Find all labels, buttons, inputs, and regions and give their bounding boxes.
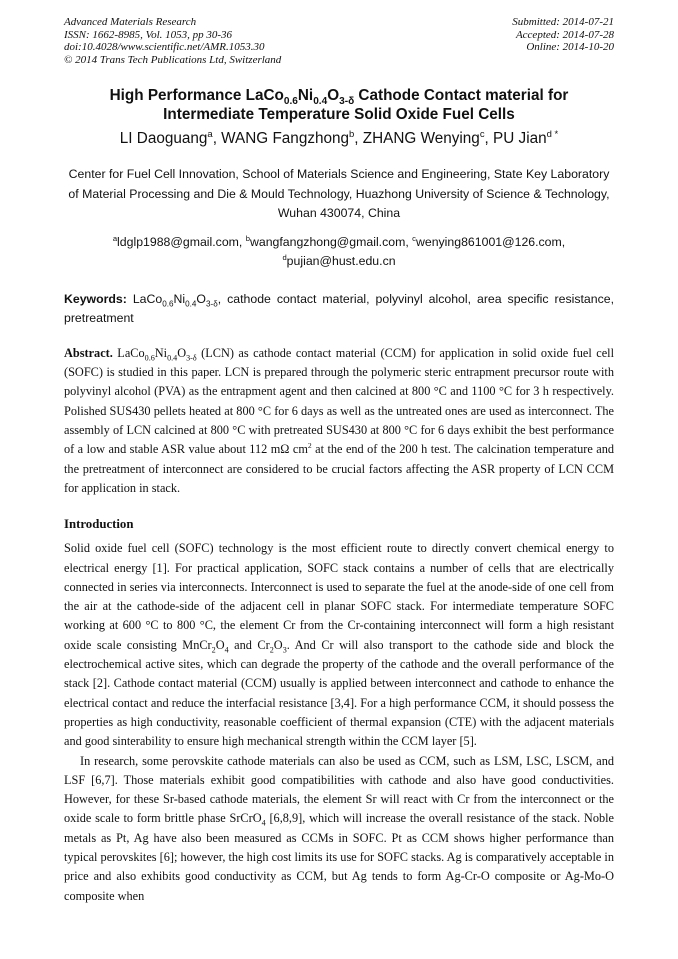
title-subscript: 3-δ [339,96,355,108]
author-mark: d * [546,129,559,141]
author-name: , ZHANG Wenying [354,130,480,148]
keyword-subscript: 0.4 [185,299,197,309]
author-name: , WANG Fangzhong [212,130,349,148]
date-submitted: Submitted: 2014-07-21 [512,16,614,28]
paragraph-subscript: 4 [261,818,266,828]
date-accepted: Accepted: 2014-07-28 [515,28,614,41]
paragraph-text: O [215,637,225,652]
introduction-paragraph-2 [64,752,614,906]
affiliation-line: Wuhan 430074, China [277,206,401,221]
abstract-text: (LCN) as cathode contact material (CCM) for application in solid oxide fuel cell (SOFC) is studied in this paper. LCN is prepared through the polymeric steric entrapment precursor route with polyvinyl alcohol (PVA) as the entrapment agent and then calcined at 800 °C and 1100 °C for 3 h respectively. Polished SUS430 pellets heated at 800 °C for 6 days as well as the untreated ones are used as interconnect. The assembly of LCN calcined at 800 °C with pretreated SUS430 at 800 °C for 6 days exhibit the best performance of a low and stable ASR value about 112 mΩ cm [64,345,614,457]
paragraph-text: and Cr [228,637,270,652]
author-mark: c [479,129,485,141]
title-line-2: Intermediate Temperature Solid Oxide Fuel Cells [163,106,515,124]
keyword-text: O [196,291,206,306]
author-emails [64,233,614,272]
author-mark: b [349,129,355,141]
email-address: wangfangzhong@gmail.com, [249,234,413,249]
journal-issn: ISSN: 1662-8985, Vol. 1053, pp 30-36 [64,28,233,41]
journal-info [64,16,281,66]
email-address: ldglp1988@gmail.com, [117,234,246,249]
title-subscript: 0.4 [313,96,328,108]
affiliation-line: of Material Processing and Die & Mould Technology, Huazhong University of Science & Technology, [68,186,610,201]
paragraph-subscript: 4 [224,645,229,655]
author-list [64,129,614,149]
keyword-text: Ni [173,291,186,306]
email-mark: a [112,233,118,243]
publication-dates [512,16,614,66]
keyword-subscript: 3-δ [206,299,218,309]
abstract-text: LaCo [112,345,145,360]
abstract-subscript: 0.6 [144,353,155,363]
abstract-text: O [177,345,187,360]
abstract-superscript: 2 [307,441,312,451]
paragraph-text: Solid oxide fuel cell (SOFC) technology is the most efficient route to directly convert chemical energy to electrical energy [1]. For practical application, SOFC stack contains a number of cells that are electrically connected in series via interconnects. Interconnect is used to separate the fuel at the anode-side of one cell from the air at the cathode-side of the adjacent cell in planar SOFC stack. For intermediate temperature SOFC working at 600 °C to 800 °C, the element Cr from the Cr-containing interconnect will form a high resistant oxide scale consisting MnCr [64,541,614,652]
title-text: High Performance LaCo [109,87,284,105]
abstract-text: at the end of the 200 h test. The calcination temperature and the pretreatment of interconnect are considered to be crucial factors affecting the ASR property of LCN CCM for application in stack. [64,442,614,495]
title-text: O [327,87,340,105]
author-name: LI Daoguang [119,130,208,148]
keyword-subscript: 0.6 [162,299,174,309]
author-name: , PU Jian [484,130,547,148]
journal-name: Advanced Materials Research [64,16,197,28]
affiliation-line: Center for Fuel Cell Innovation, School of Materials Science and Engineering, State Key Laboratory [68,167,610,182]
date-online: Online: 2014-10-20 [526,41,614,54]
keywords [64,290,614,328]
paragraph-subscript: 2 [269,645,274,655]
paragraph-text: [6,8,9], which will increase the overall resistance of the stack. Noble metals as Pt, Ag have also been measured as CCMs in SOFC. Pt as CCM shows higher performance than typical perovskites [6]; however, the high cost limits its use for SOFC stacks. Ag is comparatively acceptable in price and also exhibits good conductivity as CCM, but Ag tends to form Ag-Cr-O composite or Ag-Mo-O composite when [64,811,614,903]
abstract [64,344,614,498]
introduction-paragraph-1 [64,539,614,751]
journal-copyright: © 2014 Trans Tech Publications Ltd, Switzerland [64,53,282,66]
title-subscript: 0.6 [283,96,298,108]
paragraph-text: O [273,637,283,652]
introduction-heading: Introduction [64,517,134,532]
paragraph-text: In research, some perovskite cathode materials can also be used as CCM, such as LSM, LSC, LSCM, and LSF [6,7]. Those materials exhibit good compatibilities with cathode and also have good conductivities. However, for these Sr-based cathode materials, the element Sr will react with Cr from the interconnect or the oxide scale to form brittle phase SrCrO [64,753,614,826]
author-mark: a [207,129,213,141]
title-text: Ni [297,87,314,105]
abstract-text: Ni [154,345,168,360]
paragraph-text: . And Cr will also transport to the cathode side and block the electrochemical active sites, which can degrade the property of the cathode and the overall performance of the stack [2]. Cathode contact material (CCM) usually is applied between interconnect and cathode to enhance the electrical contact and reduce the interfacial resistance [3,4]. For a high performance CCM, it should possess the properties as high conductivity, reasonable coefficient of thermal expansion (CTE) with the adjacent materials and good sinterability to ensure high mechanical strength within the CCM layer [5]. [64,637,615,749]
abstract-label: Abstract. [64,345,113,360]
abstract-subscript: 3-δ [186,353,197,363]
paper-title [64,86,614,124]
title-text: Cathode Contact material for [354,87,569,105]
email-address: wenying861001@126.com, [415,234,566,249]
keywords-label: Keywords: [64,291,127,306]
paragraph-subscript: 3 [282,645,287,655]
abstract-subscript: 0.4 [167,353,178,363]
affiliation [64,165,614,224]
journal-doi: doi:10.4028/www.scientific.net/AMR.1053.30 [64,41,265,54]
email-mark: b [245,233,250,243]
email-mark: d [282,253,287,263]
email-address: pujian@hust.edu.cn [286,254,396,269]
paragraph-subscript: 2 [211,645,216,655]
keyword-text: LaCo [126,291,163,306]
keyword-text: , cathode contact material, polyvinyl alcohol, area specific resistance, pretreatment [64,291,614,325]
email-mark: c [412,233,416,243]
journal-header [64,16,614,66]
